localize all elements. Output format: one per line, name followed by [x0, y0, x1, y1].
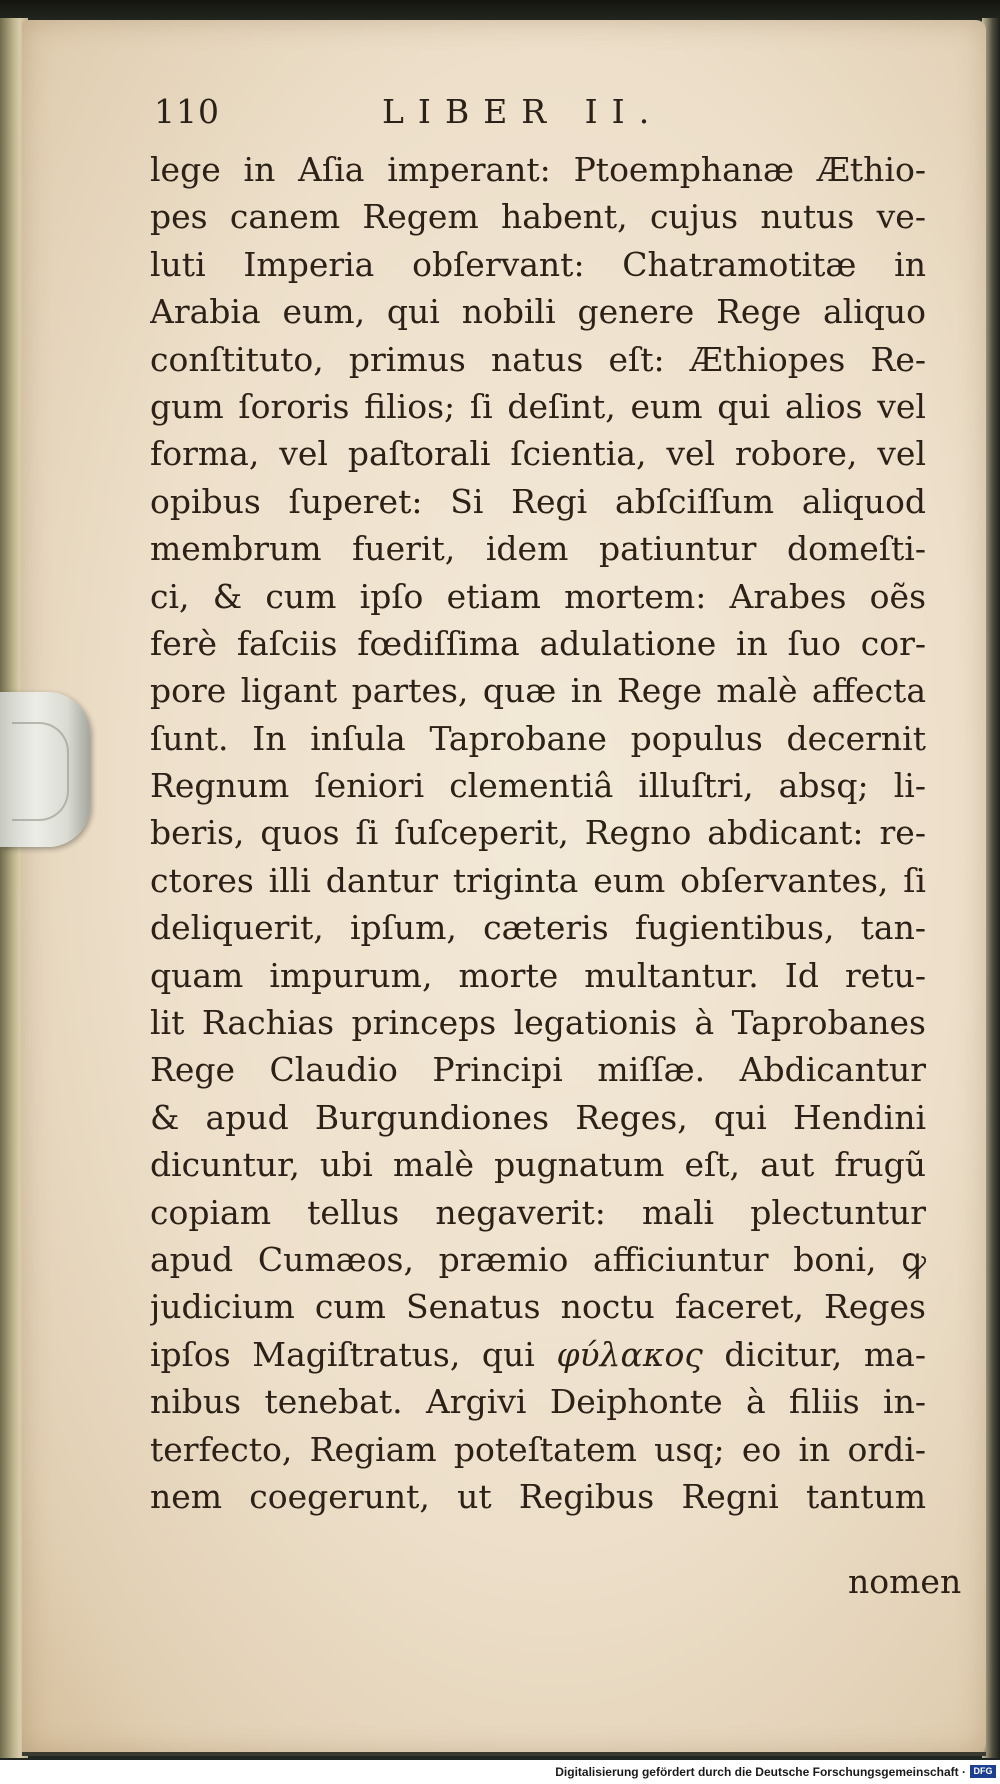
text-line: ci, & cum ipſo etiam mortem: Arabes oẽs: [150, 576, 926, 616]
catchword: nomen: [848, 1562, 962, 1601]
text-line: ſunt. In inſula Taprobane populus decernit: [150, 718, 926, 758]
text-line: Regnum ſeniori clementiâ illuſtri, absq; li-: [150, 766, 926, 806]
text-line: nibus tenebat. Argivi Deiphonte à filiis in-: [150, 1382, 926, 1422]
text-segment: dicitur, ma-: [702, 1334, 926, 1374]
dfg-logo: DFG: [970, 1765, 996, 1778]
page-number: 110: [154, 92, 220, 131]
text-line: membrum fuerit, idem patiuntur domeſti-: [150, 529, 926, 569]
running-head-title: LIBER II.: [382, 92, 664, 131]
greek-word: φύλακος: [556, 1334, 703, 1374]
text-line: luti Imperia obſervant: Chatramotitæ in: [150, 244, 926, 284]
text-line: Arabia eum, qui nobili genere Rege aliquo: [150, 292, 926, 332]
funding-credit: Digitalisierung gefördert durch die Deutsche Forschungsgemeinschaft ·: [555, 1765, 966, 1779]
text-line: beris, quos ſi ſuſceperit, Regno abdicant: re-: [150, 813, 926, 853]
text-line: terfecto, Regiam poteſtatem usq; eo in ordi-: [150, 1429, 926, 1469]
text-line: Rege Claudio Principi miſſæ. Abdicantur: [150, 1050, 926, 1090]
text-line: [150, 1331, 926, 1378]
digitization-footer: [0, 1760, 1000, 1784]
body-text: [150, 146, 926, 1520]
text-segment: ipſos Magiſtratus, qui: [150, 1334, 557, 1374]
text-line: conſtituto, primus natus eſt: Æthiopes Re-: [150, 339, 926, 379]
text-line: deliquerit, ipſum, cæteris fugientibus, tan-: [150, 908, 926, 948]
text-line: forma, vel paſtorali ſcientia, vel robore, vel: [150, 434, 926, 474]
text-line: & apud Burgundiones Reges, qui Hendini: [150, 1097, 926, 1137]
text-line: gum ſororis filios; ſi deſint, eum qui alios vel: [150, 386, 926, 426]
text-line: pore ligant partes, quæ in Rege malè affecta: [150, 671, 926, 711]
text-line: nem coegerunt, ut Regibus Regni tantum: [150, 1476, 926, 1516]
text-line: pes canem Regem habent, cujus nutus ve-: [150, 197, 926, 237]
text-line: apud Cumæos, præmio afficiuntur boni, ꝙ: [150, 1239, 926, 1279]
text-line: ctores illi dantur triginta eum obſervantes, ſi: [150, 860, 926, 900]
running-head: [154, 88, 914, 136]
text-line: lege in Aſia imperant: Ptoemphanæ Æthio-: [150, 150, 926, 189]
text-line: judicium cum Senatus noctu faceret, Reges: [150, 1287, 926, 1327]
text-line: lit Rachias princeps legationis à Taprobanes: [150, 1003, 926, 1043]
page-clip-inner: [12, 722, 69, 821]
text-line: dicuntur, ubi malè pugnatum eſt, aut frugũ: [150, 1145, 926, 1185]
text-line: copiam tellus negaverit: mali plectuntur: [150, 1192, 926, 1232]
text-line: quam impurum, morte multantur. Id retu-: [150, 955, 926, 995]
page-clip: [0, 692, 90, 847]
text-line: ferè faſciis fœdiſſima adulatione in ſuo cor-: [150, 623, 926, 663]
text-line: opibus ſuperet: Si Regi abſciſſum aliquod: [150, 481, 926, 521]
page-bottom-border: [22, 1752, 986, 1756]
